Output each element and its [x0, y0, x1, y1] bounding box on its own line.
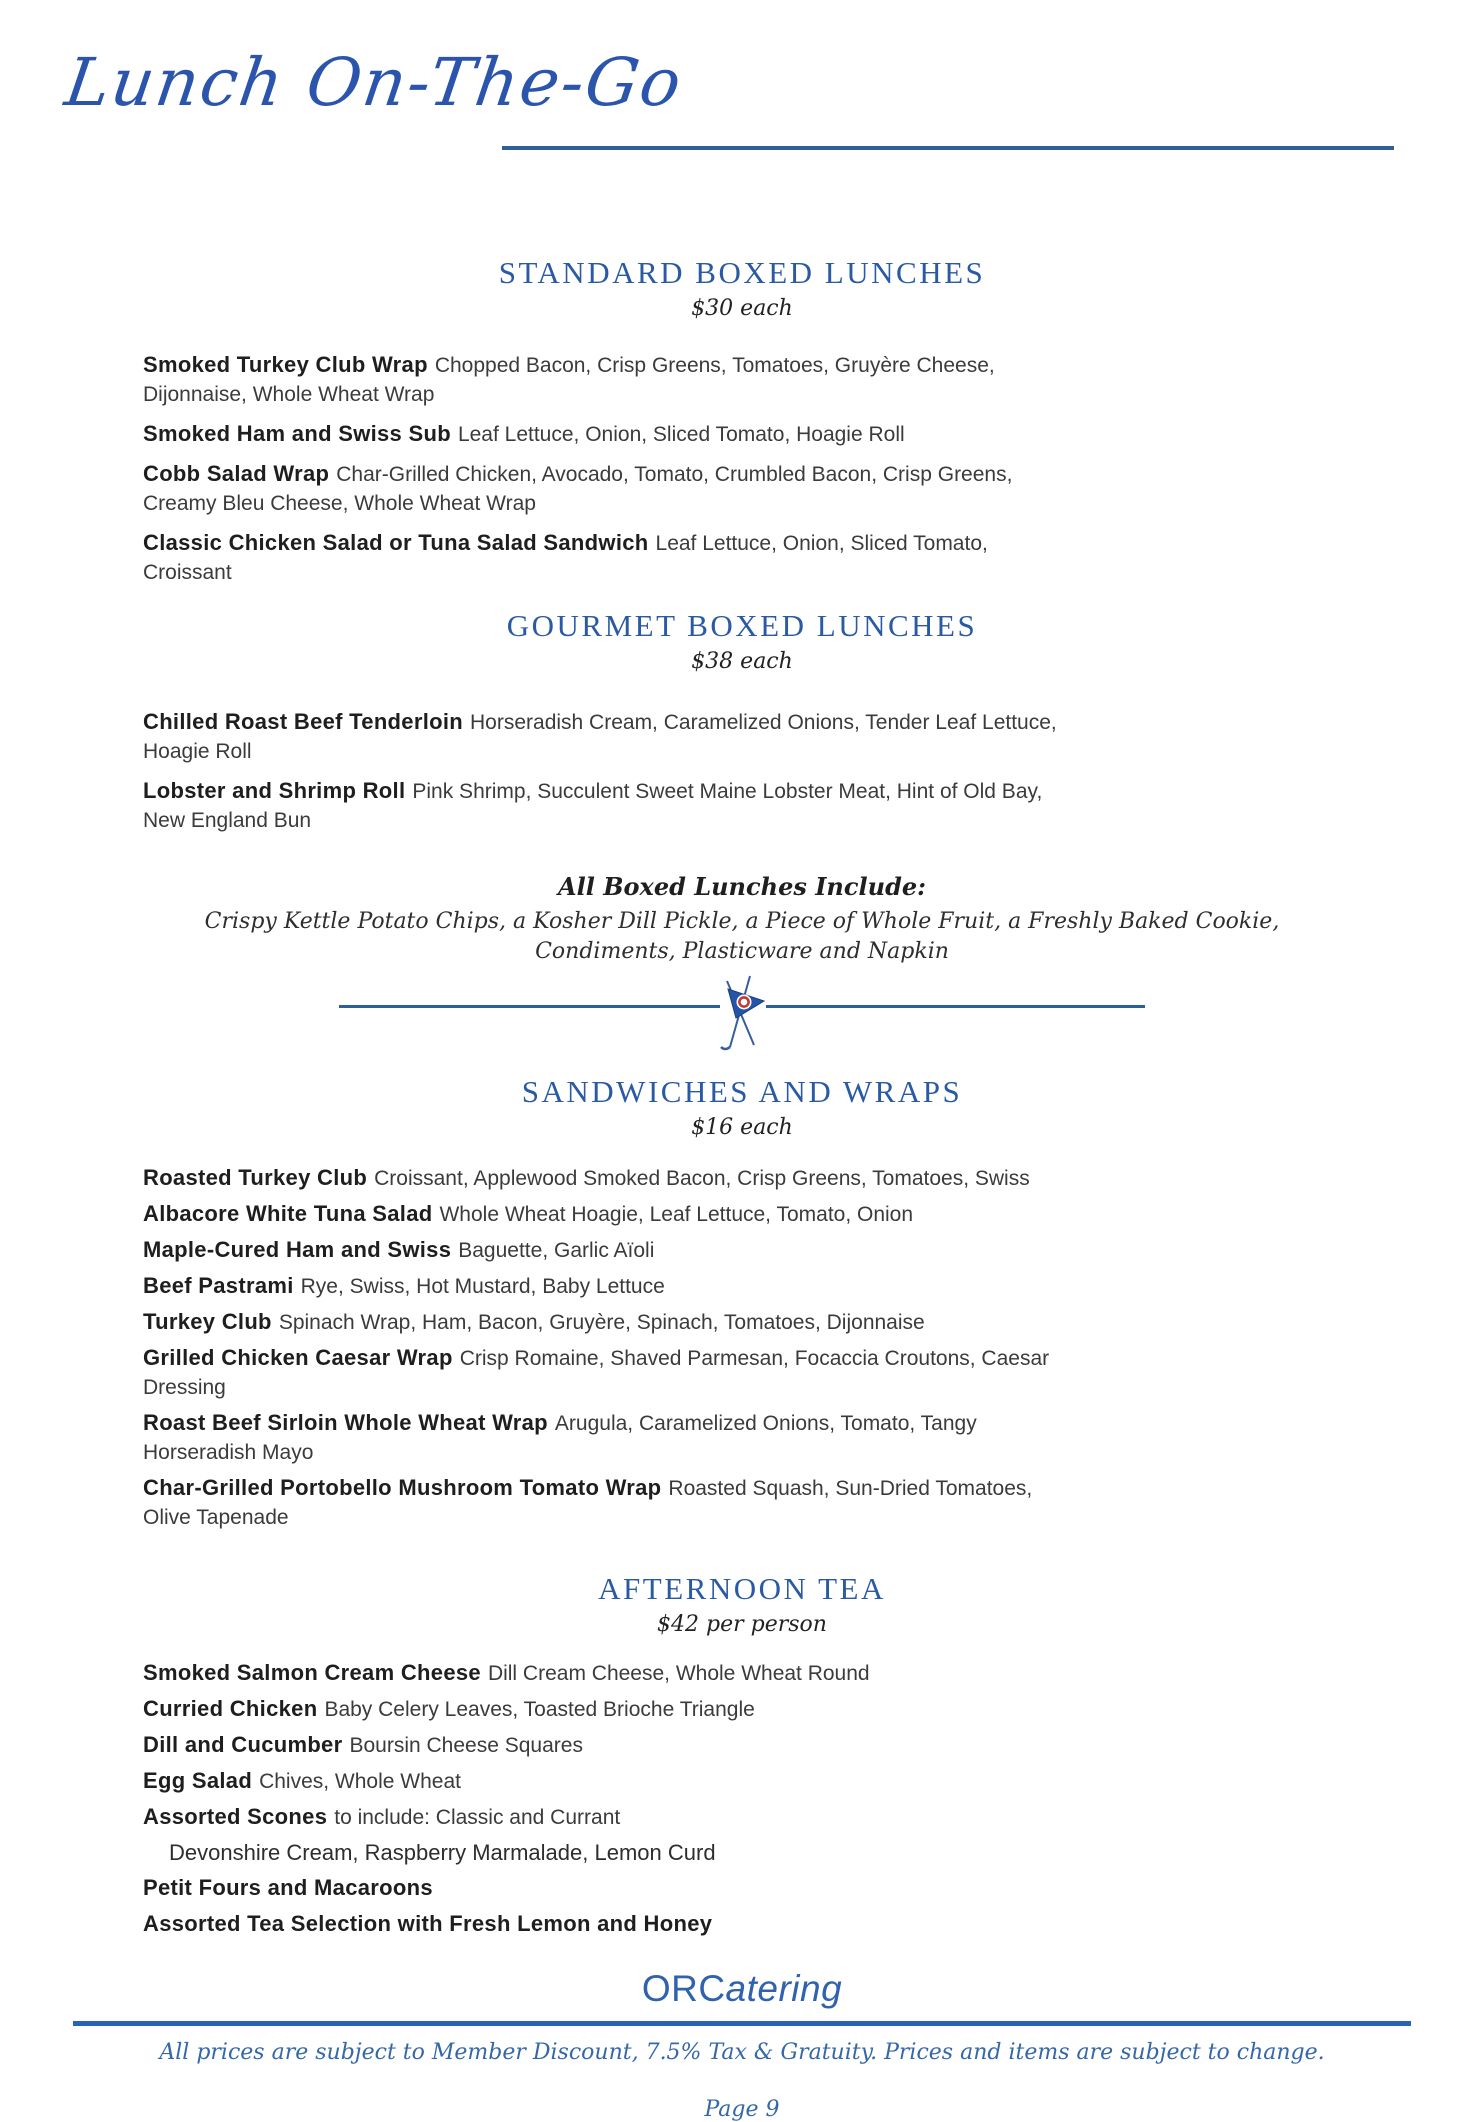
page-footer — [0, 1967, 1484, 2122]
item-description: Chopped Bacon, Crisp Greens, Tomatoes, Gruyère Cheese, Dijonnaise, Whole Wheat Wrap — [143, 354, 995, 406]
item-description: Leaf Lettuce, Onion, Sliced Tomato, Croissant — [143, 532, 988, 584]
item-description: Baguette, Garlic Aïoli — [458, 1239, 655, 1262]
item-name: Maple-Cured Ham and Swiss — [143, 1237, 452, 1262]
menu-item — [143, 1235, 1073, 1265]
menu-item — [143, 528, 1073, 587]
menu-item — [143, 1873, 1073, 1903]
menu-item — [143, 1343, 1073, 1402]
item-name: Assorted Scones — [143, 1804, 328, 1829]
item-name: Classic Chicken Salad or Tuna Salad Sandwich — [143, 530, 649, 555]
menu-item — [143, 1802, 1073, 1832]
item-description: Chives, Whole Wheat — [259, 1770, 461, 1793]
club-burgee-icon — [715, 975, 769, 1056]
item-name: Curried Chicken — [143, 1696, 318, 1721]
brand-suffix: atering — [725, 1968, 843, 2009]
section-divider — [339, 975, 1145, 1051]
menu-list — [143, 350, 1073, 587]
page-header — [0, 0, 1484, 172]
section-price-note: $38 each — [691, 649, 793, 674]
menu-item — [143, 459, 1073, 518]
item-description: Baby Celery Leaves, Toasted Brioche Triangle — [324, 1698, 755, 1721]
section-standard-boxed-lunches — [0, 256, 1484, 587]
footer-rule — [73, 2021, 1411, 2026]
item-name: Roasted Turkey Club — [143, 1165, 368, 1190]
section-heading: GOURMET BOXED LUNCHES — [506, 608, 978, 643]
item-name: Roast Beef Sirloin Whole Wheat Wrap — [143, 1410, 548, 1435]
section-afternoon-tea — [0, 1572, 1484, 1939]
item-name: Smoked Salmon Cream Cheese — [143, 1660, 481, 1685]
item-name: Petit Fours and Macaroons — [143, 1875, 433, 1900]
menu-item — [143, 1766, 1073, 1796]
item-name: Grilled Chicken Caesar Wrap — [143, 1345, 453, 1370]
section-heading: STANDARD BOXED LUNCHES — [498, 255, 986, 290]
header-rule — [502, 146, 1394, 150]
item-description: Spinach Wrap, Ham, Bacon, Gruyère, Spinach, Tomatoes, Dijonnaise — [278, 1311, 925, 1334]
menu-list — [143, 707, 1073, 835]
item-description: Devonshire Cream, Raspberry Marmalade, Lemon Curd — [169, 1840, 716, 1865]
item-description: Dill Cream Cheese, Whole Wheat Round — [487, 1662, 870, 1685]
item-description: Boursin Cheese Squares — [349, 1734, 583, 1757]
item-name: Turkey Club — [143, 1309, 272, 1334]
item-description: Roasted Squash, Sun-Dried Tomatoes, Olive Tapenade — [143, 1477, 1033, 1529]
menu-list — [143, 1658, 1073, 1939]
section-price-note: $42 per person — [657, 1612, 827, 1637]
item-description: Rye, Swiss, Hot Mustard, Baby Lettuce — [300, 1275, 665, 1298]
menu-item — [143, 1694, 1073, 1724]
note-body — [0, 907, 1484, 967]
menu-item — [143, 1909, 1073, 1939]
item-name: Albacore White Tuna Salad — [143, 1201, 433, 1226]
section-heading: SANDWICHES AND WRAPS — [521, 1074, 963, 1109]
section-price-note: $16 each — [691, 1115, 793, 1140]
section-price-note: $30 each — [691, 296, 793, 321]
item-description: Leaf Lettuce, Onion, Sliced Tomato, Hoagie Roll — [457, 423, 905, 446]
note-body-line: Condiments, Plasticware and Napkin — [535, 939, 949, 964]
item-description: Pink Shrimp, Succulent Sweet Maine Lobster Meat, Hint of Old Bay, New England Bun — [143, 780, 1043, 832]
menu-item — [143, 1307, 1073, 1337]
section-gourmet-boxed-lunches — [0, 609, 1484, 835]
item-name: Dill and Cucumber — [143, 1732, 343, 1757]
menu-item-continuation — [169, 1838, 1073, 1867]
menu-item — [143, 776, 1073, 835]
item-description: Char-Grilled Chicken, Avocado, Tomato, Crumbled Bacon, Crisp Greens, Creamy Bleu Cheese, Whole Wheat Wrap — [143, 463, 1013, 515]
menu-item — [143, 1730, 1073, 1760]
menu-item — [143, 1271, 1073, 1301]
brand-logo — [0, 1967, 1484, 2011]
menu-item — [143, 1473, 1073, 1532]
item-name: Smoked Ham and Swiss Sub — [143, 421, 451, 446]
item-description: Croissant, Applewood Smoked Bacon, Crisp Greens, Tomatoes, Swiss — [374, 1167, 1030, 1190]
menu-item — [143, 1163, 1073, 1193]
item-name: Chilled Roast Beef Tenderloin — [143, 709, 463, 734]
item-name: Assorted Tea Selection with Fresh Lemon and Honey — [143, 1911, 713, 1936]
page-title: Lunch On-The-Go — [60, 44, 688, 121]
menu-item — [143, 707, 1073, 766]
item-description: Horseradish Cream, Caramelized Onions, Tender Leaf Lettuce, Hoagie Roll — [143, 711, 1057, 763]
menu-item — [143, 419, 1073, 449]
disclaimer-text: All prices are subject to Member Discount, 7.5% Tax & Gratuity. Prices and items are subject to change. — [159, 2040, 1325, 2065]
item-description: to include: Classic and Currant — [334, 1806, 621, 1829]
section-sandwiches-and-wraps — [0, 1075, 1484, 1532]
item-description: Crisp Romaine, Shaved Parmesan, Focaccia Croutons, Caesar Dressing — [143, 1347, 1050, 1399]
item-description: Whole Wheat Hoagie, Leaf Lettuce, Tomato, Onion — [439, 1203, 914, 1226]
menu-item — [143, 1199, 1073, 1229]
note-title: All Boxed Lunches Include: — [558, 872, 926, 901]
item-name: Egg Salad — [143, 1768, 253, 1793]
menu-item — [143, 350, 1073, 409]
menu-list — [143, 1163, 1073, 1532]
brand-prefix: ORC — [641, 1968, 726, 2009]
item-name: Lobster and Shrimp Roll — [143, 778, 406, 803]
menu-item — [143, 1408, 1073, 1467]
page-number: Page 9 — [704, 2097, 780, 2122]
item-name: Beef Pastrami — [143, 1273, 294, 1298]
note-body-line: Crispy Kettle Potato Chips, a Kosher Dill Pickle, a Piece of Whole Fruit, a Freshly Baked Cookie, — [204, 909, 1280, 934]
menu-item — [143, 1658, 1073, 1688]
item-name: Char-Grilled Portobello Mushroom Tomato Wrap — [143, 1475, 662, 1500]
boxed-lunches-note — [0, 871, 1484, 967]
section-heading: AFTERNOON TEA — [598, 1571, 886, 1606]
item-name: Smoked Turkey Club Wrap — [143, 352, 428, 377]
item-name: Cobb Salad Wrap — [143, 461, 330, 486]
item-description: Arugula, Caramelized Onions, Tomato, Tangy Horseradish Mayo — [143, 1412, 977, 1464]
